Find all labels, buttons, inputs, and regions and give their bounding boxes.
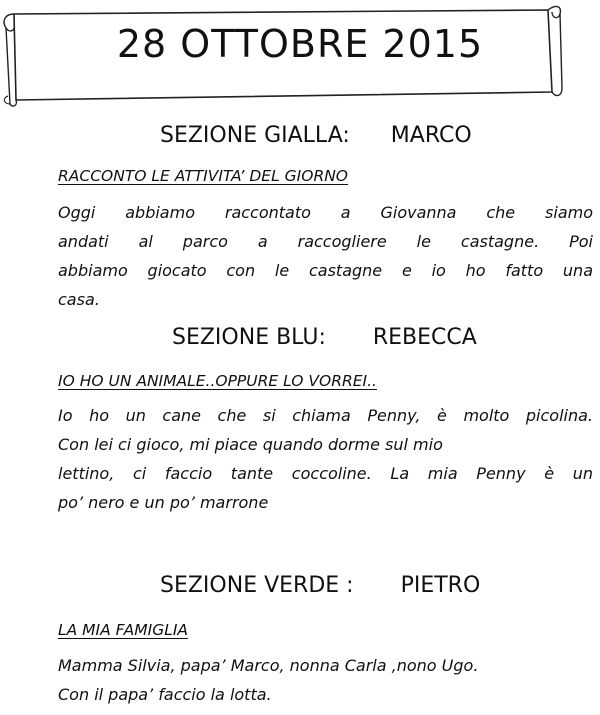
section-label: SEZIONE GIALLA: [160,123,350,148]
section-subtitle-verde: LA MIA FAMIGLIA [58,621,189,639]
section-heading-verde [160,572,480,600]
text-line: po’ nero e un po’ marrone [58,493,269,512]
section-heading-blu [172,324,477,352]
child-name: PIETRO [400,573,481,598]
section-subtitle-blu: IO HO UN ANIMALE..OPPURE LO VORREI.. [58,372,377,390]
child-name: REBECCA [372,325,477,350]
text-line: andati al parco a raccogliere le castagne. Poi [58,232,593,251]
document-date-title: 28 OTTOBRE 2015 [116,22,484,66]
text-line: casa. [58,290,100,309]
section-label: SEZIONE BLU: [172,325,326,350]
section-text-blu [58,401,593,517]
text-line: abbiamo giocato con le castagne e io ho fatto una [58,261,593,280]
text-line: lettino, ci faccio tante coccoline. La mia Penny è un [58,464,593,483]
text-line: Con lei ci gioco, mi piace quando dorme sul mio [58,435,443,454]
text-line: Io ho un cane che si chiama Penny, è molto picolina. [58,406,593,425]
text-line: Mamma Silvia, papa’ Marco, nonna Carla ,nono Ugo. [58,656,479,675]
section-text-verde [58,651,593,709]
text-line: Oggi abbiamo raccontato a Giovanna che siamo [58,203,593,222]
section-text-gialla [58,198,593,314]
section-label: SEZIONE VERDE : [160,573,354,598]
text-line: Con il papa’ faccio la lotta. [58,685,272,704]
scroll-banner [0,0,600,110]
child-name: MARCO [390,123,472,148]
section-subtitle-gialla: RACCONTO LE ATTIVITA’ DEL GIORNO [58,167,349,185]
section-heading-gialla [160,122,472,150]
